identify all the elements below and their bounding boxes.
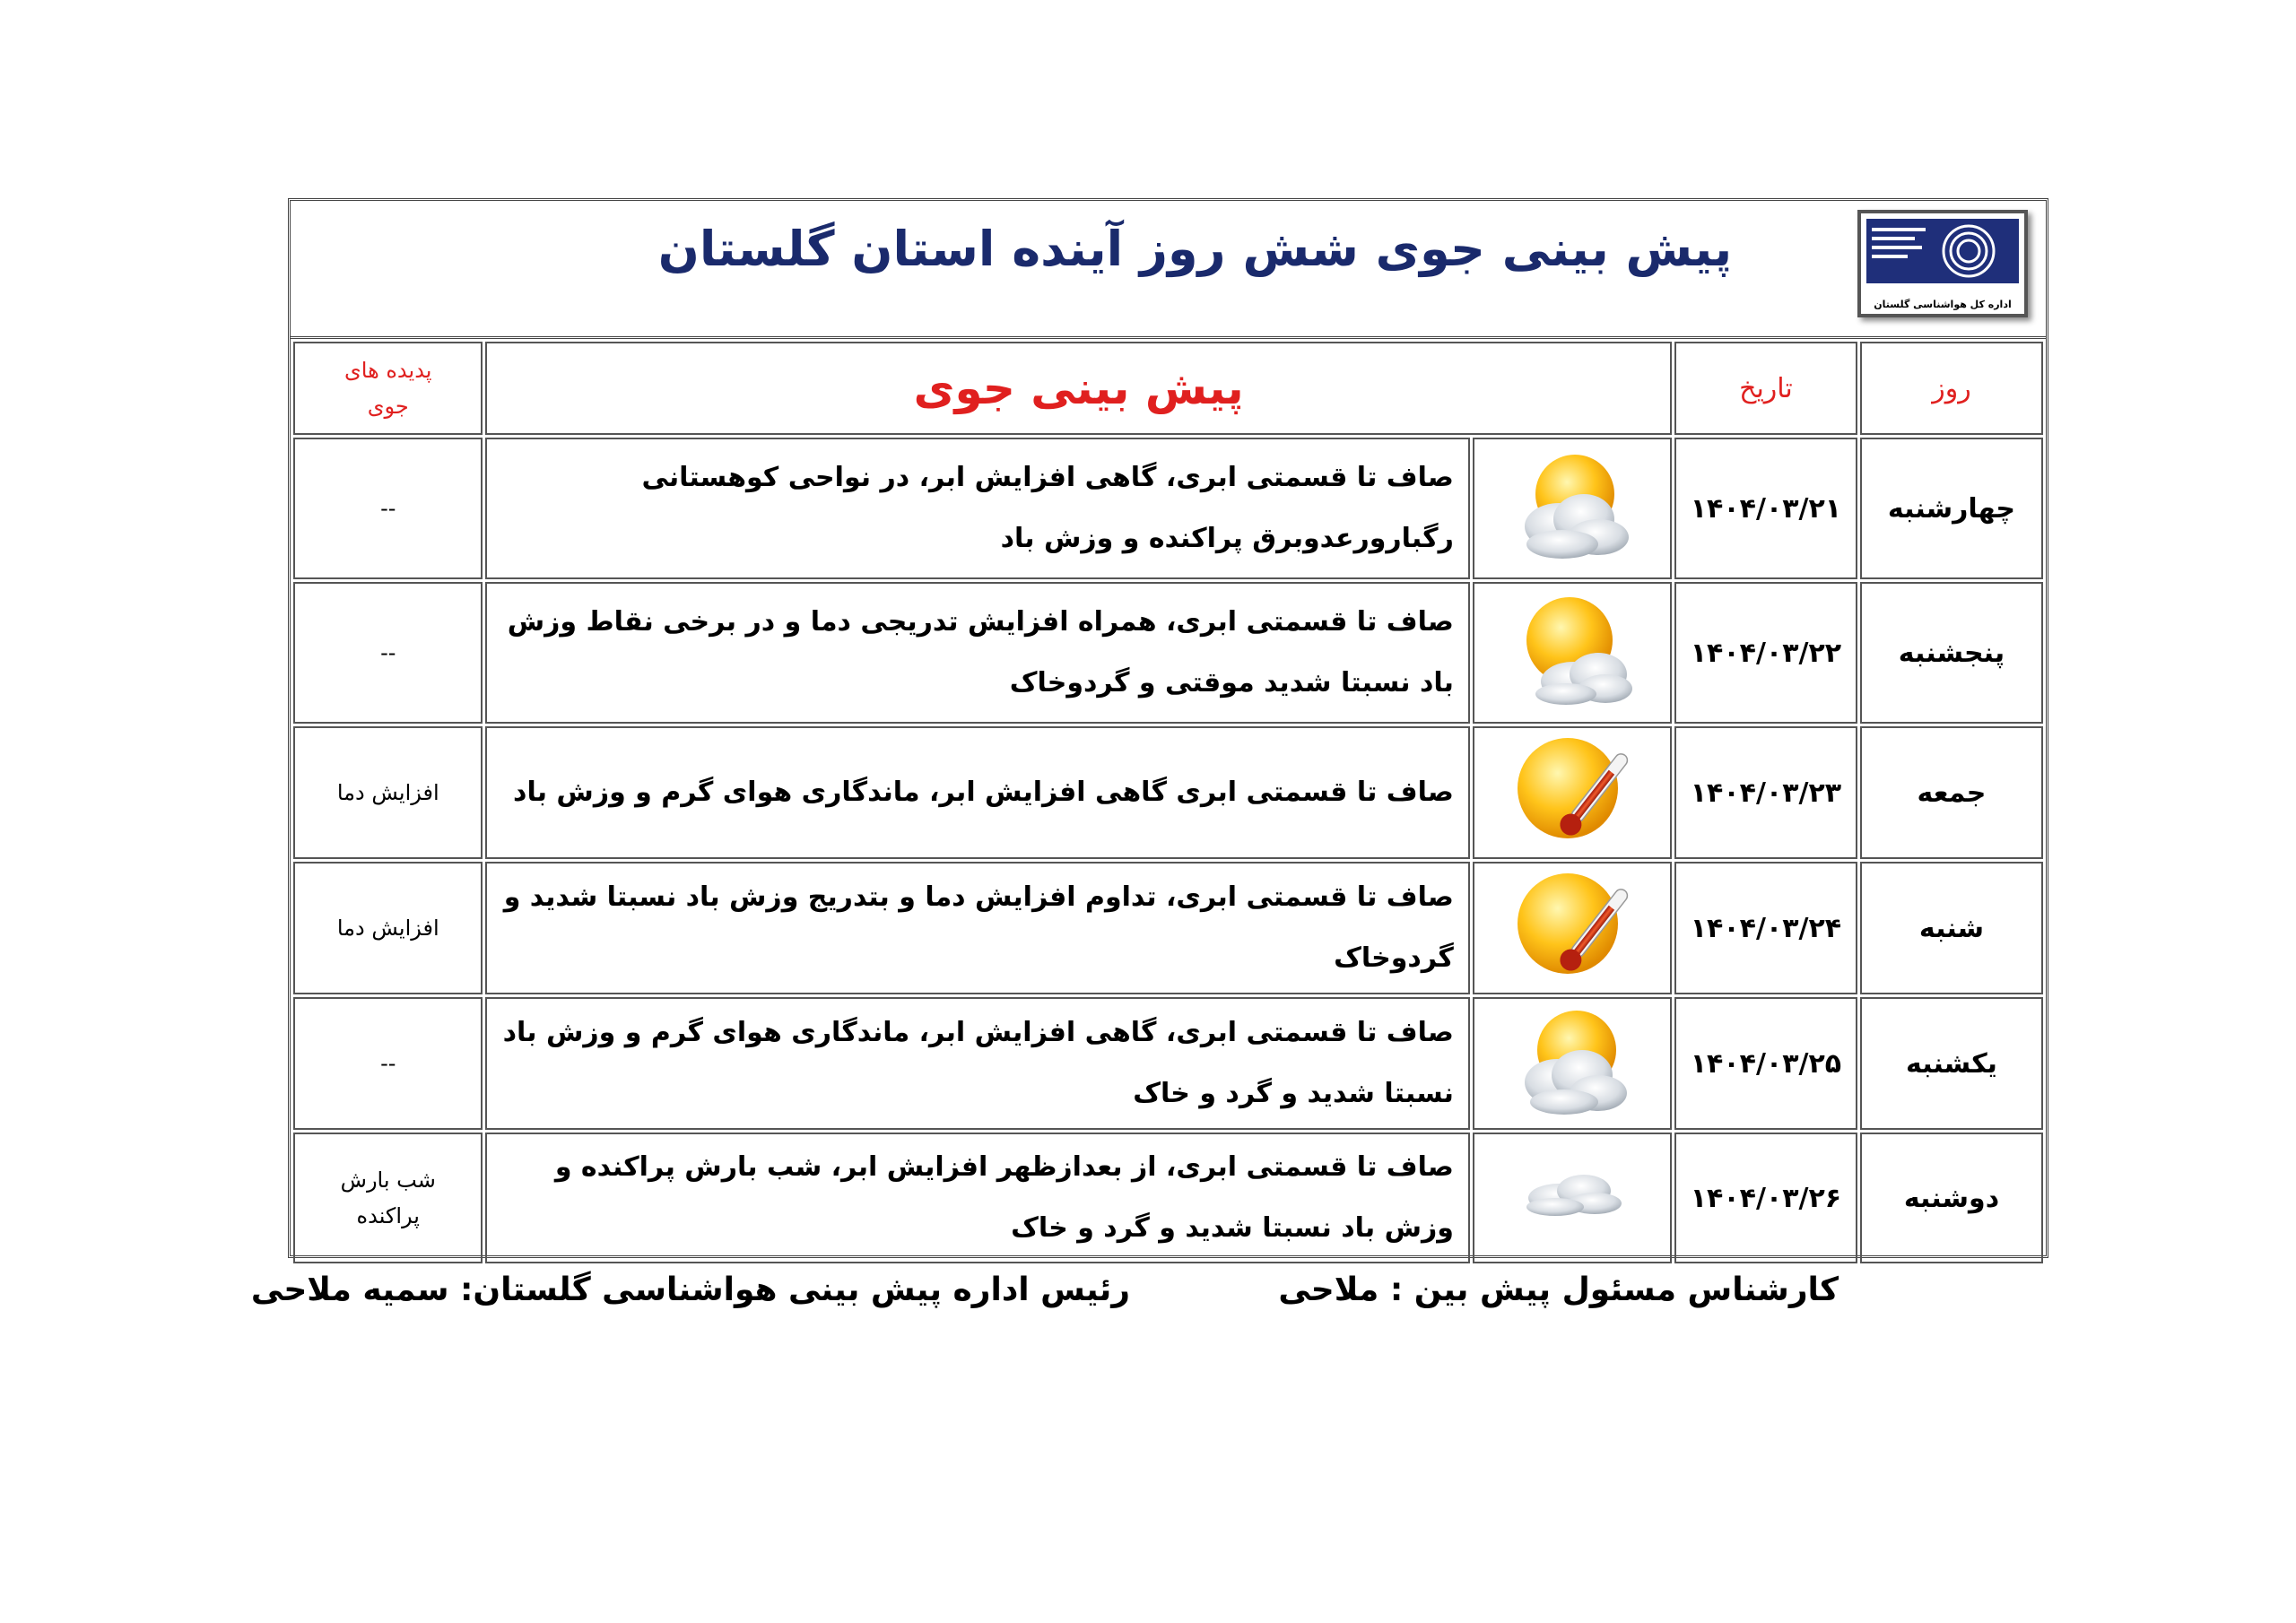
row-day: شنبه [1860,862,2043,994]
row-weather-icon-cell [1473,582,1672,724]
row-day: جمعه [1860,726,2043,859]
cloud-icon [1505,1151,1639,1241]
column-header-date: تاریخ [1674,342,1857,435]
page-title: پیش بینی جوی شش روز آینده استان گلستان [657,221,1733,277]
head-of-office-credit: رئیس اداره پیش بینی هواشناسی گلستان: سمیه ملاحی [250,1271,1130,1308]
row-weather-icon-cell [1473,997,1672,1130]
hot-sun-thermometer-icon [1505,729,1639,853]
row-forecast-text: صاف تا قسمتی ابری، از بعدازظهر افزایش ابر، شب بارش پراکنده و وزش باد نسبتا شدید و گرد و خاک [485,1133,1469,1263]
row-phenomena [293,997,483,1130]
title-row [291,201,2046,339]
row-phenomena [293,726,483,859]
row-weather-icon-cell [1473,726,1672,859]
logo-caption: اداره کل هواشناسی گلستان [1874,299,2012,310]
row-date: ۱۴۰۴/۰۳/۲۱ [1674,438,1857,579]
row-forecast-text: صاف تا قسمتی ابری، گاهی افزایش ابر، ماندگاری هوای گرم و وزش باد نسبتا شدید و گرد و خاک [485,997,1469,1130]
row-phenomena-line1: -- [380,496,396,521]
row-day: پنجشنبه [1860,582,2043,724]
row-phenomena-line1: شب بارش [340,1167,436,1193]
column-header-phenomena-line1: پدیده های [344,358,432,383]
row-weather-icon-cell [1473,1133,1672,1263]
row-forecast-text: صاف تا قسمتی ابری، تداوم افزایش دما و بتدریج وزش باد نسبتا شدید و گردوخاک [485,862,1469,994]
row-date: ۱۴۰۴/۰۳/۲۴ [1674,862,1857,994]
table-row [293,862,2043,994]
row-day: دوشنبه [1860,1133,2043,1263]
row-day: چهارشنبه [1860,438,2043,579]
column-header-day: روز [1860,342,2043,435]
row-weather-icon-cell [1473,862,1672,994]
column-header-forecast: پیش بینی جوی [485,342,1671,435]
row-date: ۱۴۰۴/۰۳/۲۲ [1674,582,1857,724]
row-day: یکشنبه [1860,997,2043,1130]
meteorology-logo [1857,210,2028,317]
row-phenomena [293,438,483,579]
column-header-phenomena-line2: جوی [367,394,409,419]
row-date: ۱۴۰۴/۰۳/۲۶ [1674,1133,1857,1263]
table-row [293,582,2043,724]
row-phenomena-line1: -- [380,640,396,665]
column-header-phenomena [293,342,483,435]
hot-sun-thermometer-icon [1505,864,1639,988]
table-header-row [293,342,2043,435]
row-phenomena-line1: -- [380,1051,396,1076]
row-phenomena [293,862,483,994]
sun-cloud-icon [1505,588,1639,714]
partly-cloudy-icon [1505,1000,1639,1124]
row-phenomena-line1: افزایش دما [336,780,439,805]
forecast-sheet [288,198,2048,1258]
row-date: ۱۴۰۴/۰۳/۲۳ [1674,726,1857,859]
row-phenomena [293,1133,483,1263]
row-forecast-text: صاف تا قسمتی ابری، گاهی افزایش ابر، در نواحی کوهستانی رگبارورعدوبرق پراکنده و وزش باد [485,438,1469,579]
partly-cloudy-icon [1505,444,1639,569]
row-phenomena-line1: افزایش دما [336,916,439,941]
table-row [293,997,2043,1130]
forecaster-credit: کارشناس مسئول پیش بین : ملاحی [1278,1271,1839,1308]
forecast-table [291,339,2046,1266]
table-row [293,726,2043,859]
row-forecast-text: صاف تا قسمتی ابری گاهی افزایش ابر، ماندگاری هوای گرم و وزش باد [485,726,1469,859]
table-row [293,438,2043,579]
row-forecast-text: صاف تا قسمتی ابری، همراه افزایش تدریجی دما و در برخی نقاط وزش باد نسبتا شدید موقتی و گردوخاک [485,582,1469,724]
row-phenomena [293,582,483,724]
row-weather-icon-cell [1473,438,1672,579]
row-phenomena-line2: پراکنده [356,1203,420,1228]
row-date: ۱۴۰۴/۰۳/۲۵ [1674,997,1857,1130]
table-row [293,1133,2043,1263]
